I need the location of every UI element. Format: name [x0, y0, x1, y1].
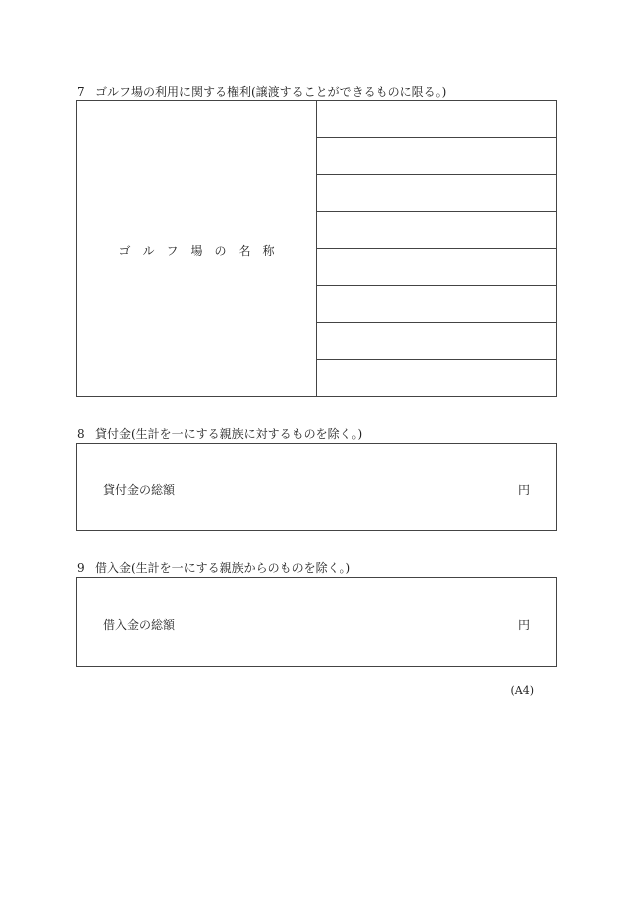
borrowing-label: 借入金の総額 — [103, 618, 176, 632]
golf-name-entry-4[interactable] — [317, 212, 556, 249]
golf-name-entry-7[interactable] — [317, 323, 556, 360]
loan-receivable-unit: 円 — [517, 483, 530, 497]
section-7-heading — [77, 85, 446, 99]
loan-receivable-label: 貸付金の総額 — [103, 483, 176, 497]
section-8-number: 8 — [77, 427, 85, 441]
golf-name-entry-3[interactable] — [317, 175, 556, 212]
golf-name-label: ゴルフ場の名称 — [118, 244, 287, 258]
golf-membership-table — [76, 100, 557, 397]
borrowing-unit: 円 — [517, 618, 530, 632]
golf-name-entry-1[interactable] — [317, 101, 556, 138]
section-9-title: 借入金(生計を一にする親族からのものを除く。) — [95, 561, 351, 575]
paper-size-note: (A4) — [510, 684, 534, 697]
golf-name-entry-5[interactable] — [317, 249, 556, 286]
golf-name-label-cell — [77, 101, 317, 396]
section-9-number: 9 — [77, 561, 85, 575]
section-7-number: 7 — [77, 85, 85, 99]
borrowing-box[interactable] — [76, 577, 557, 667]
golf-name-entries — [317, 101, 556, 396]
section-8-heading — [77, 427, 362, 441]
golf-name-entry-8[interactable] — [317, 360, 556, 396]
golf-name-entry-2[interactable] — [317, 138, 556, 175]
loan-receivable-box[interactable] — [76, 443, 557, 531]
section-9-heading — [77, 561, 350, 575]
section-8-title: 貸付金(生計を一にする親族に対するものを除く。) — [95, 427, 363, 441]
golf-name-entry-6[interactable] — [317, 286, 556, 323]
section-7-title: ゴルフ場の利用に関する権利(譲渡することができるものに限る。) — [95, 85, 447, 99]
